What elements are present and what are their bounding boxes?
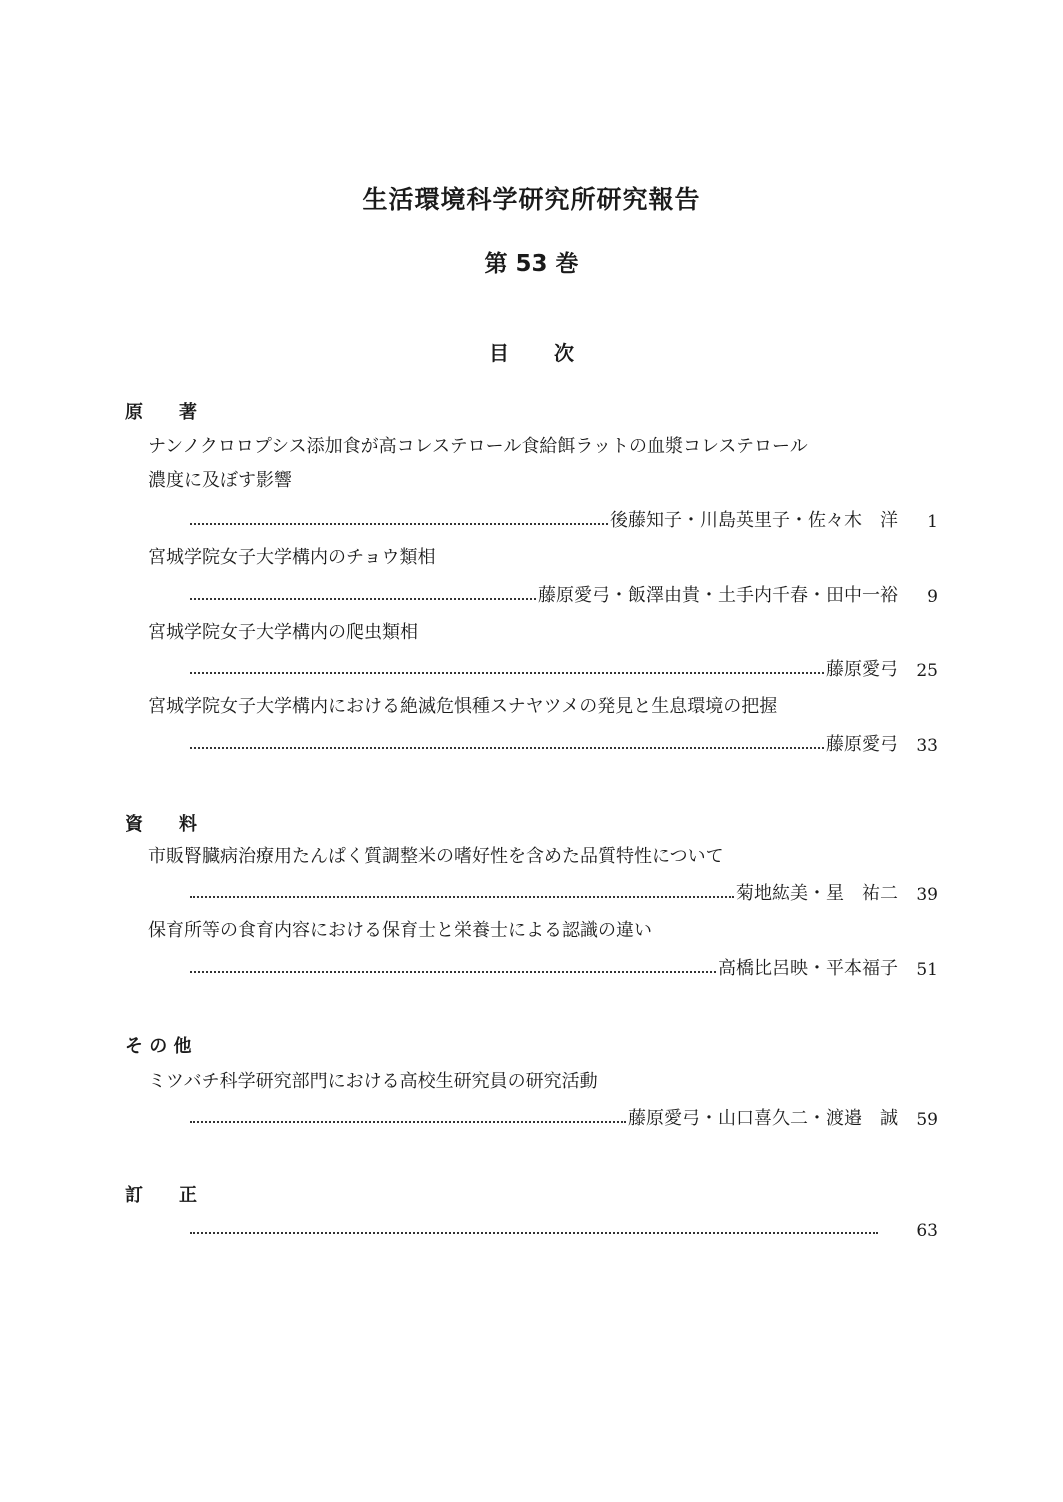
dot-leader bbox=[190, 747, 824, 749]
section-title-materials: 資 料 bbox=[125, 814, 197, 835]
dot-leader bbox=[190, 971, 716, 973]
entry-authors: 藤原愛弓 bbox=[826, 734, 898, 755]
journal-title: 生活環境科学研究所研究報告 bbox=[362, 185, 701, 214]
entry-page-number[interactable]: 25 bbox=[916, 661, 938, 681]
entry-leader-line bbox=[190, 732, 938, 756]
entry-authors: 高橋比呂映・平本福子 bbox=[718, 958, 898, 979]
entry-title-line: ナンノクロロプシス添加食が高コレステロール食給餌ラットの血漿コレステロール bbox=[148, 436, 808, 457]
entry-title-line: 宮城学院女子大学構内の爬虫類相 bbox=[148, 622, 418, 643]
entry-authors: 藤原愛弓 bbox=[826, 659, 898, 680]
entry-leader-line bbox=[190, 956, 938, 980]
section-title-others: そ の 他 bbox=[125, 1036, 192, 1057]
dot-leader bbox=[190, 896, 734, 898]
dot-leader bbox=[190, 523, 608, 525]
entry-title-line: 保育所等の食育内容における保育士と栄養士による認識の違い bbox=[148, 920, 652, 941]
entry-title-line: 宮城学院女子大学構内における絶滅危惧種スナヤツメの発見と生息環境の把握 bbox=[148, 696, 778, 717]
dot-leader bbox=[190, 598, 536, 600]
dot-leader bbox=[190, 672, 824, 674]
dot-leader bbox=[190, 1121, 626, 1123]
entry-title-line: 市販腎臓病治療用たんぱく質調整米の嗜好性を含めた品質特性について bbox=[148, 846, 724, 867]
entry-leader-line bbox=[190, 583, 938, 607]
entry-title[interactable] bbox=[148, 430, 948, 498]
entry-leader-line bbox=[190, 881, 938, 905]
entry-authors: 後藤知子・川島英里子・佐々木 洋 bbox=[610, 510, 898, 531]
entry-leader-line bbox=[190, 508, 938, 532]
entry-page-number[interactable]: 39 bbox=[916, 885, 938, 905]
entry-page-number[interactable]: 59 bbox=[916, 1110, 938, 1130]
entry-leader-line bbox=[190, 1106, 938, 1130]
entry-page-number[interactable]: 51 bbox=[916, 960, 938, 980]
entry-title[interactable] bbox=[148, 541, 948, 575]
volume-number: 第 53 巻 bbox=[484, 251, 579, 277]
entry-title-line: 宮城学院女子大学構内のチョウ類相 bbox=[148, 547, 436, 568]
entry-title[interactable] bbox=[148, 840, 948, 874]
entry-leader-line bbox=[190, 657, 938, 681]
entry-leader-line bbox=[190, 1217, 938, 1241]
entry-title-line: 濃度に及ぼす影響 bbox=[148, 470, 292, 491]
entry-authors: 藤原愛弓・飯澤由貴・土手内千春・田中一裕 bbox=[538, 585, 898, 606]
entry-page-number[interactable]: 33 bbox=[916, 736, 938, 756]
section-title-corrections: 訂 正 bbox=[125, 1185, 197, 1206]
entry-title-line: ミツバチ科学研究部門における高校生研究員の研究活動 bbox=[148, 1071, 598, 1092]
entry-authors: 藤原愛弓・山口喜久二・渡邉 誠 bbox=[628, 1108, 898, 1129]
entry-title[interactable] bbox=[148, 616, 948, 650]
toc-heading: 目次 bbox=[489, 341, 619, 365]
entry-page-number[interactable]: 63 bbox=[916, 1221, 938, 1241]
dot-leader bbox=[190, 1232, 878, 1234]
entry-title[interactable] bbox=[148, 690, 948, 724]
entry-page-number[interactable]: 9 bbox=[927, 587, 938, 607]
entry-title[interactable] bbox=[148, 914, 948, 948]
section-title-original-papers: 原 著 bbox=[125, 402, 197, 423]
entry-title[interactable] bbox=[148, 1065, 948, 1099]
entry-page-number[interactable]: 1 bbox=[927, 512, 938, 532]
entry-authors: 菊地紘美・星 祐二 bbox=[736, 883, 898, 904]
